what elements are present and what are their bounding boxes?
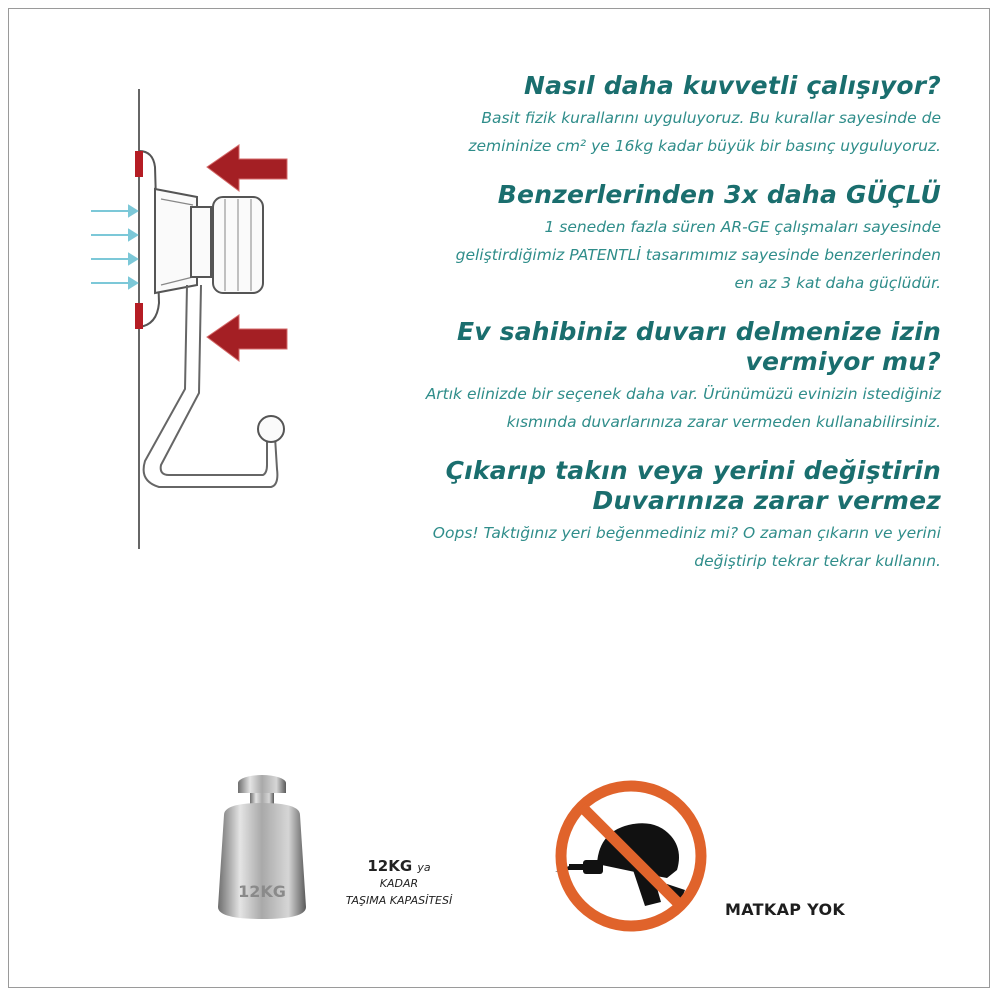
feature-section-no-drilling [291, 317, 941, 436]
no-drill-label: MATKAP YOK [725, 900, 846, 919]
capacity-caption [309, 857, 489, 909]
section-text: Oops! Taktığınız yeri beğenmediniz mi? O zaman çıkarın ve yerini değiştirip tekrar tekrar kullanın. [432, 524, 941, 570]
hook-ball [258, 416, 284, 442]
pressure-arrows-icon [91, 206, 137, 288]
no-drill-icon [549, 774, 714, 939]
feature-section-3x [291, 180, 941, 297]
section-text: 1 seneden fazla süren AR-GE çalışmaları sayesinde geliştirdiğimiz PATENTLİ tasarımımız sayesinde benzerlerinden en az 3 kat daha güçlüdür. [455, 218, 941, 292]
feature-section-strength [291, 71, 941, 160]
section-title: Ev sahibiniz duvarı delmenize izin vermiyor mu? [456, 317, 941, 376]
section-text: Artık elinizde bir seçenek daha var. Ürünümüzü evinizin istediğiniz kısmında duvarlarınıza zarar vermeden kullanabilirsiniz. [425, 385, 941, 431]
section-title: Nasıl daha kuvvetli çalışıyor? [524, 71, 941, 100]
suction-hook-illustration [79, 89, 319, 559]
feature-sections [291, 71, 941, 595]
feature-section-reusable [291, 456, 941, 575]
capacity-amount: 12KG ya [367, 857, 431, 875]
seal-top [135, 151, 143, 177]
capacity-line2: KADAR [379, 877, 419, 890]
section-text: Basit fizik kurallarını uyguluyoruz. Bu kurallar sayesinde de zemininize cm² ye 16kg kadar büyük bir basınç uyguluyoruz. [468, 109, 941, 155]
section-title: Benzerlerinden 3x daha GÜÇLÜ [497, 180, 941, 209]
product-info-frame [8, 8, 990, 988]
section-title: Çıkarıp takın veya yerini değiştirin Duvarınıza zarar vermez [445, 456, 941, 515]
capacity-line3: TAŞIMA KAPASİTESİ [345, 894, 453, 907]
seal-bottom [135, 303, 143, 329]
svg-text:12KG: 12KG [238, 882, 286, 901]
weight-icon [204, 769, 324, 929]
